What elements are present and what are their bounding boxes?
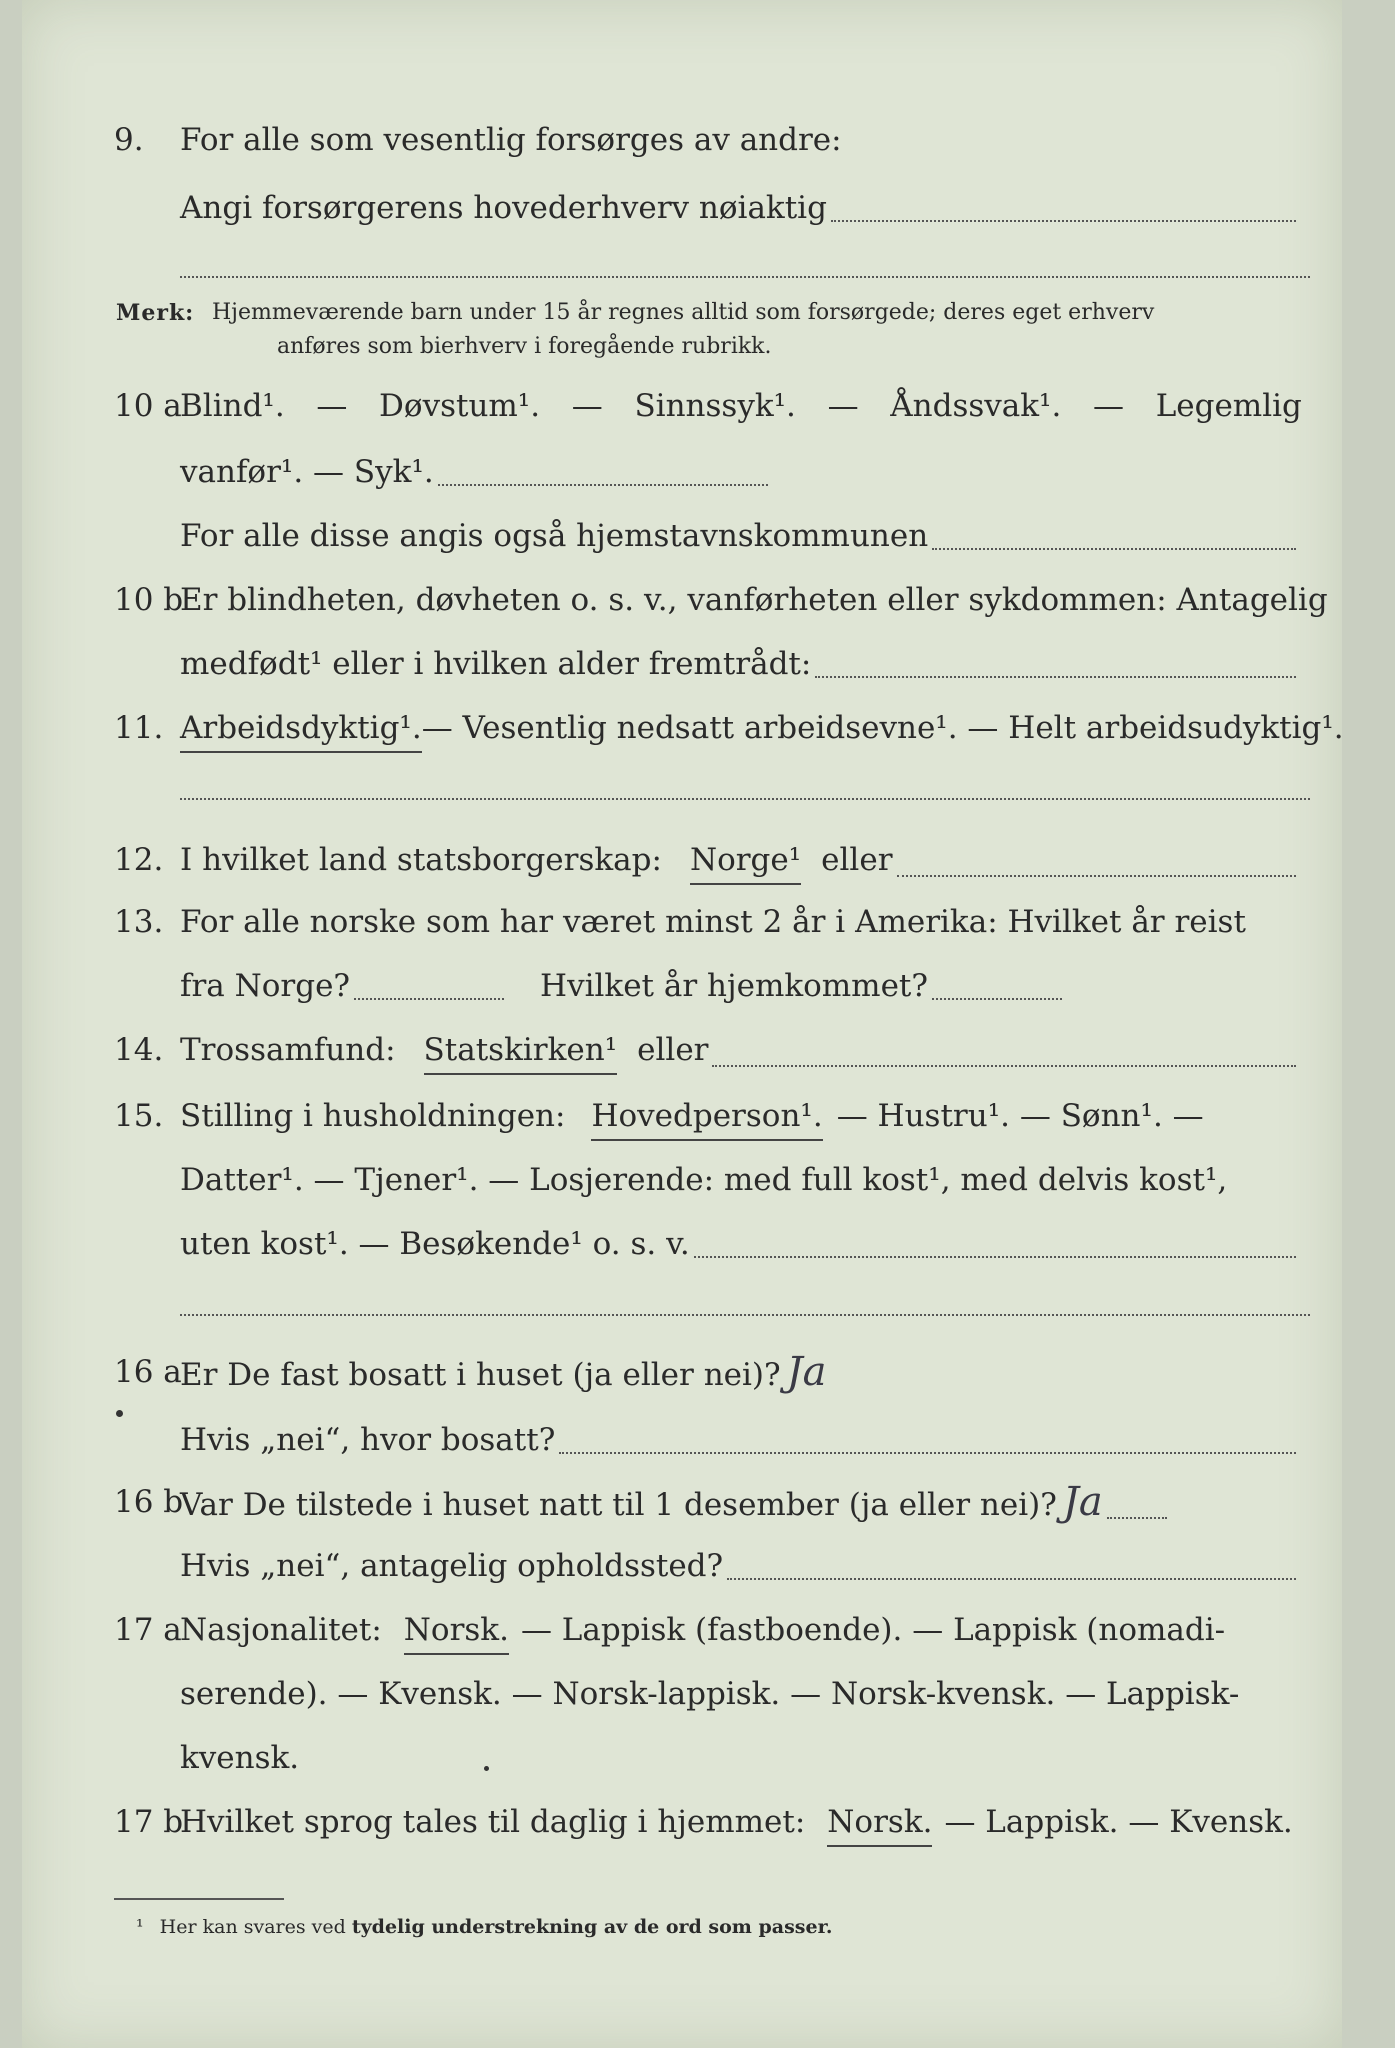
- q16b-answer-field[interactable]: [727, 1578, 1296, 1580]
- q13-hjemkommet-field[interactable]: [932, 998, 1062, 1000]
- q10a-answer-field[interactable]: [438, 484, 768, 486]
- ink-dot: [484, 1766, 489, 1771]
- q14-text: Trossamfund:: [180, 1032, 396, 1068]
- q14-row: [22, 1028, 1342, 1072]
- q16a-row-2: [22, 1418, 1342, 1462]
- q14-eller: eller: [637, 1032, 709, 1068]
- q15-text-3: uten kost¹. — Besøkende¹ o. s. v.: [180, 1226, 690, 1262]
- q10a-row-1: [22, 384, 1342, 428]
- q11-other-options: — Vesentlig nedsatt arbeidsevne¹. — Helt arbeidsudyktig¹.: [421, 710, 1344, 746]
- q17a-rest-1: — Lappisk (fastboende). — Lappisk (nomadi-: [520, 1612, 1226, 1648]
- q9-answer-line-2[interactable]: [180, 276, 1310, 278]
- q9-row-1: [22, 118, 1342, 162]
- footnote-text: Her kan svares ved: [159, 1916, 346, 1938]
- q10a-options: [180, 384, 1302, 428]
- q10b-answer-field[interactable]: [815, 676, 1296, 678]
- q13-row-1: [22, 900, 1342, 944]
- q15-number: 15.: [114, 1098, 164, 1134]
- q16b-row-1: [22, 1480, 1342, 1524]
- q9-text-1: For alle som vesentlig forsørges av andre:: [180, 122, 842, 158]
- q17b-row: [22, 1800, 1342, 1844]
- q12-eller: eller: [821, 842, 893, 878]
- dash: —: [1093, 388, 1125, 424]
- footnote-rule: [114, 1898, 284, 1900]
- q10b-row-1: [22, 578, 1342, 622]
- q10a-text-2: vanfør¹. — Syk¹.: [180, 454, 434, 490]
- q17b-rest: — Lappisk. — Kvensk.: [944, 1804, 1293, 1840]
- q9-text-2: Angi forsørgerens hovederhverv nøiaktig: [180, 190, 827, 226]
- q17a-row-1: [22, 1608, 1342, 1652]
- q10b-text-1: Er blindheten, døvheten o. s. v., vanførheten eller sykdommen: Antagelig: [180, 582, 1328, 618]
- option-statskirken[interactable]: Statskirken¹: [424, 1028, 618, 1075]
- dash: —: [827, 388, 859, 424]
- dash: —: [316, 388, 348, 424]
- q16a-handwritten-answer[interactable]: Ja: [786, 1349, 827, 1395]
- q13-row-2: [22, 964, 1342, 1008]
- q10b-text-2: medfødt¹ eller i hvilken alder fremtrådt:: [180, 646, 812, 682]
- merk-label: Merk:: [116, 300, 195, 326]
- q9-number: 9.: [114, 122, 144, 158]
- q13-reist-field[interactable]: [354, 998, 504, 1000]
- q17a-text: Nasjonalitet:: [180, 1612, 382, 1648]
- q10a-hjemstavn-field[interactable]: [932, 548, 1296, 550]
- q10b-row-2: [22, 642, 1342, 686]
- q17a-text-2: serende). — Kvensk. — Norsk-lappisk. — Norsk-kvensk. — Lappisk-: [180, 1676, 1240, 1712]
- q15-text-2: Datter¹. — Tjener¹. — Losjerende: med full kost¹, med delvis kost¹,: [180, 1162, 1228, 1198]
- q14-answer-field[interactable]: [712, 1065, 1296, 1067]
- q17a-row-3: [22, 1736, 1342, 1780]
- q17a-row-2: [22, 1672, 1342, 1716]
- census-form-page: [22, 0, 1342, 2048]
- q10a-text-3: For alle disse angis også hjemstavnskommunen: [180, 518, 929, 554]
- option-norge[interactable]: Norge¹: [690, 838, 801, 885]
- option-andssvak[interactable]: Åndssvak¹.: [890, 388, 1062, 424]
- q16b-number: 16 b: [114, 1484, 184, 1520]
- q17a-text-3: kvensk.: [180, 1740, 300, 1776]
- q10a-row-2: [22, 450, 1342, 494]
- merk-text-1: Hjemmeværende barn under 15 år regnes alltid som forsørgede; deres eget erhverv: [212, 300, 1155, 325]
- option-sinnssyk[interactable]: Sinnssyk¹.: [634, 388, 796, 424]
- footnote-bold-text: tydelig understrekning av de ord som passer.: [351, 1916, 833, 1938]
- option-hovedperson[interactable]: Hovedperson¹.: [591, 1094, 822, 1141]
- q9-answer-field[interactable]: [831, 220, 1296, 222]
- q15-rest-1: — Hustru¹. — Sønn¹. —: [836, 1098, 1204, 1134]
- q13-number: 13.: [114, 904, 164, 940]
- q15-text: Stilling i husholdningen:: [180, 1098, 566, 1134]
- merk-text-2: anføres som bierhverv i foregående rubrikk.: [277, 334, 772, 359]
- q17b-text: Hvilket sprog tales til daglig i hjemmet:: [180, 1804, 806, 1840]
- q16b-text-2: Hvis „nei“, antagelig opholdssted?: [180, 1548, 724, 1584]
- footnote: [114, 1916, 832, 1938]
- q15-answer-line-2[interactable]: [180, 1314, 1310, 1316]
- option-norsk-sprog[interactable]: Norsk.: [827, 1800, 932, 1847]
- option-legemlig[interactable]: Legemlig: [1155, 388, 1302, 424]
- q17a-number: 17 a: [114, 1612, 182, 1648]
- q15-row-2: [22, 1158, 1342, 1202]
- q16b-handwritten-answer[interactable]: Ja: [1062, 1479, 1103, 1525]
- option-blind[interactable]: Blind¹.: [180, 388, 285, 424]
- q12-text: I hvilket land statsborgerskap:: [180, 842, 662, 878]
- q12-row: [22, 838, 1342, 882]
- q16a-row-1: [22, 1350, 1342, 1394]
- q13-text-2a: fra Norge?: [180, 968, 351, 1004]
- q11-row: [22, 706, 1342, 750]
- q15-row-1: [22, 1094, 1342, 1138]
- q16a-text-2: Hvis „nei“, hvor bosatt?: [180, 1422, 556, 1458]
- q12-number: 12.: [114, 842, 164, 878]
- q10a-row-3: [22, 514, 1342, 558]
- q16b-answer-tail: [1107, 1517, 1167, 1519]
- q10a-number: 10 a: [114, 388, 182, 424]
- dash: —: [571, 388, 603, 424]
- q15-row-3: [22, 1222, 1342, 1266]
- q17b-number: 17 b: [114, 1804, 184, 1840]
- footnote-mark: ¹: [136, 1916, 144, 1938]
- q11-number: 11.: [114, 710, 164, 746]
- q16a-answer-field[interactable]: [559, 1452, 1296, 1454]
- option-norsk[interactable]: Norsk.: [404, 1608, 509, 1655]
- ink-dot: [116, 1410, 123, 1417]
- q16b-text-1: Var De tilstede i huset natt til 1 desember (ja eller nei)?: [180, 1487, 1057, 1523]
- q13-text-2b: Hvilket år hjemkommet?: [540, 968, 929, 1004]
- option-dovstum[interactable]: Døvstum¹.: [379, 388, 541, 424]
- q11-answer-line[interactable]: [180, 798, 1310, 800]
- q14-number: 14.: [114, 1032, 164, 1068]
- q16a-number: 16 a: [114, 1354, 182, 1390]
- option-arbeidsdyktig[interactable]: Arbeidsdyktig¹.: [180, 706, 422, 753]
- q16b-row-2: [22, 1544, 1342, 1588]
- q15-answer-field[interactable]: [694, 1256, 1296, 1258]
- q12-answer-field[interactable]: [897, 875, 1296, 877]
- q9-row-2: [22, 186, 1342, 230]
- q13-text-1: For alle norske som har været minst 2 år i Amerika: Hvilket år reist: [180, 904, 1246, 940]
- q16a-text-1: Er De fast bosatt i huset (ja eller nei)?: [180, 1357, 781, 1393]
- q10b-number: 10 b: [114, 582, 184, 618]
